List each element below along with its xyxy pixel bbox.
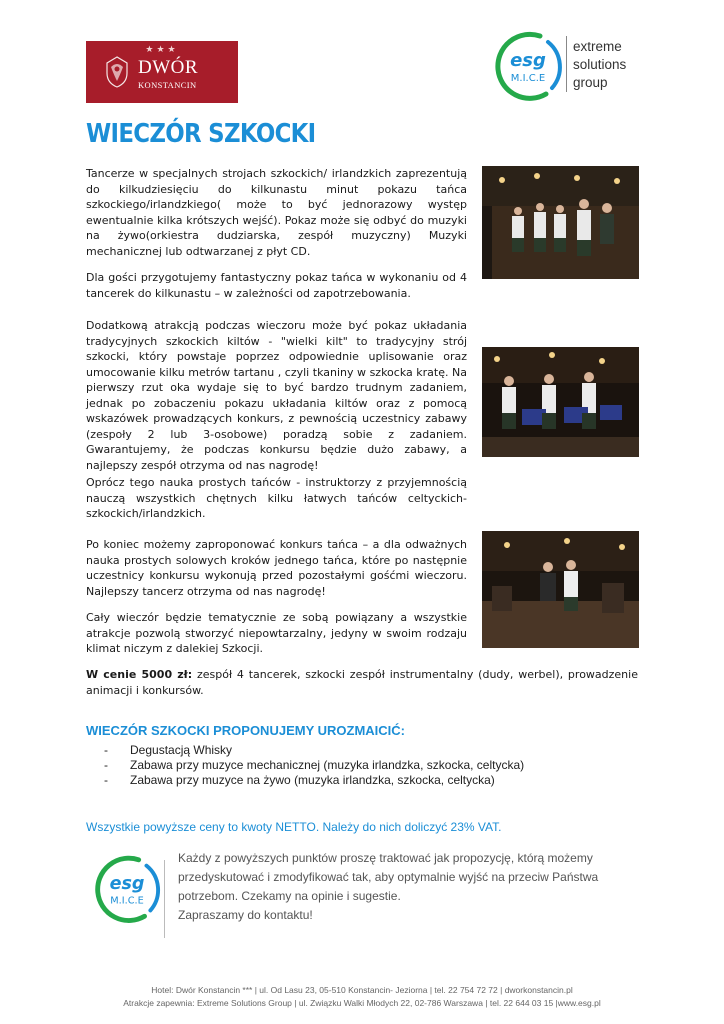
paragraph-4: Oprócz tego nauka prostych tańców - instruktorzy z przyjemnością nauczą wszystkich chętnych kilku łatwych tańców celtyckich-szkockich/irlandzkich.: [86, 476, 467, 520]
price-label: W cenie 5000 zł:: [86, 668, 193, 681]
esg-logo-icon: [488, 28, 568, 104]
proposal-line-2: przedyskutować i zmodyfikować tak, aby optymalnie wyjść na przeciw Państwa: [178, 870, 599, 884]
esg-line-2: solutions: [573, 57, 627, 72]
photo-drummers: [482, 347, 639, 457]
footer-esg: Atrakcje zapewnia: Extreme Solutions Group | ul. Związku Walki Młodych 22, 02-786 Warszawa | tel. 22 644 03 15 |www.esg.pl: [123, 997, 601, 1008]
crest-icon: [102, 55, 132, 89]
logo-divider: [566, 36, 567, 92]
esg-wordmark: [573, 38, 626, 92]
esg-line-3: group: [573, 75, 608, 90]
svg-text:esg: esg: [510, 50, 546, 71]
paragraph-2: Dla gości przygotujemy fantastyczny pokaz tańca w wykonaniu od 4 tancerek do kilkunastu – w zależności od zapotrzebowania.: [86, 271, 467, 300]
list-item: - Degustacją Whisky: [104, 743, 524, 758]
hotel-name: DWÓR: [138, 57, 199, 78]
list-item: - Zabawa przy muzyce mechanicznej (muzyka irlandzka, szkocka, celtycka): [104, 758, 524, 773]
price-text: zespół 4 tancerek, szkocki zespół instrumentalny (dudy, werbel), prowadzenie animacji i konkursów.: [86, 668, 638, 697]
svg-text:esg: esg: [109, 874, 145, 894]
proposal-text: [178, 849, 638, 925]
svg-text:M.I.C.E: M.I.C.E: [510, 73, 546, 84]
photo-dancers-1: [482, 166, 639, 279]
photo-dance-floor: [482, 531, 639, 648]
hotel-logo: [86, 41, 238, 103]
esg-line-1: extreme: [573, 39, 622, 54]
paragraph-5: Po koniec możemy zaproponować konkurs tańca – a dla odważnych nauka prostych solowych kroków jednego tańca, które po następnie uczestnicy konkursu wykonują przed pozostałymi gośćmi wieczoru. Najlepszy tancerz otrzyma od nas nagrodę!: [86, 538, 467, 598]
list-item: - Zabawa przy muzyce na żywo (muzyka irlandzka, szkocka, celtycka): [104, 773, 524, 788]
paragraph-1: Tancerze w specjalnych strojach szkockich/ irlandzkich zaprezentują do kilkudziesięciu do kilkunastu minut pokazu tańca szkockiego/irlandzkiego( może to być jednorazowy występ ewentualnie kilka krótszych wejść). Pokaz może się odbyć do muzyki na żywo(orkiestra dudziarska, zespół muzyczny) Muzyki mechanicznej lub odtwarzanej z płyt CD.: [86, 167, 467, 258]
hotel-subname: KONSTANCIN: [138, 80, 197, 90]
paragraph-3: Dodatkową atrakcją podczas wieczoru może być pokaz układania tradycyjnych szkockich kiltów - "wielki kilt" to tradycyjny strój szkocki, który powstaje poprzez odpowiednie uplisowanie oraz umocowanie kilku metrów tartanu , czyli tkaniny w szkocka kratę. Na pierwszy rzut oka wydaje się to być bardzo trudnym zadaniem, jednak po zobaczeniu pokazu układania kiltów oraz z pomocą wskazówek prowadzących konkurs, z pewnością uczestnicy zabawy (zespoły 2 lub 3-osobowe) poradzą sobie z zadaniem. Gwarantujemy, że podczas konkursu będzie dużo zabawy, a najlepszy zespół otrzyma od nas nagrodę!: [86, 319, 467, 472]
hotel-stars: ★★★: [145, 44, 179, 54]
paragraph-6: Cały wieczór będzie tematycznie ze sobą powiązany a wszystkie atrakcje pozwolą stworzyć niepowtarzalny, jedyny w swoim rodzaju klimat niczym z dalekiej Szkocji.: [86, 611, 467, 655]
page-title: WIECZÓR SZKOCKI: [86, 119, 316, 149]
price-paragraph: [86, 667, 638, 698]
netto-note: Wszystkie powyższe ceny to kwoty NETTO. Należy do nich doliczyć 23% VAT.: [86, 820, 502, 834]
footer: [0, 984, 724, 1009]
proposal-line-3: potrzebom. Czekamy na opinie i sugestie.: [178, 889, 401, 903]
svg-text:M.I.C.E: M.I.C.E: [110, 895, 144, 907]
extras-list: [104, 743, 524, 788]
extras-heading: WIECZÓR SZKOCKI PROPONUJEMY UROZMAICIĆ:: [86, 723, 405, 738]
footer-hotel: Hotel: Dwór Konstancin *** | ul. Od Lasu 23, 05-510 Konstancin- Jeziorna | tel. 22 754 72 72 | dworkonstancin.pl: [151, 985, 573, 995]
bottom-divider: [164, 860, 165, 938]
proposal-line-4: Zapraszamy do kontaktu!: [178, 908, 313, 922]
esg-logo-bottom-icon: [88, 852, 166, 926]
proposal-line-1: Każdy z powyższych punktów proszę traktować jak propozycję, którą możemy: [178, 851, 593, 865]
